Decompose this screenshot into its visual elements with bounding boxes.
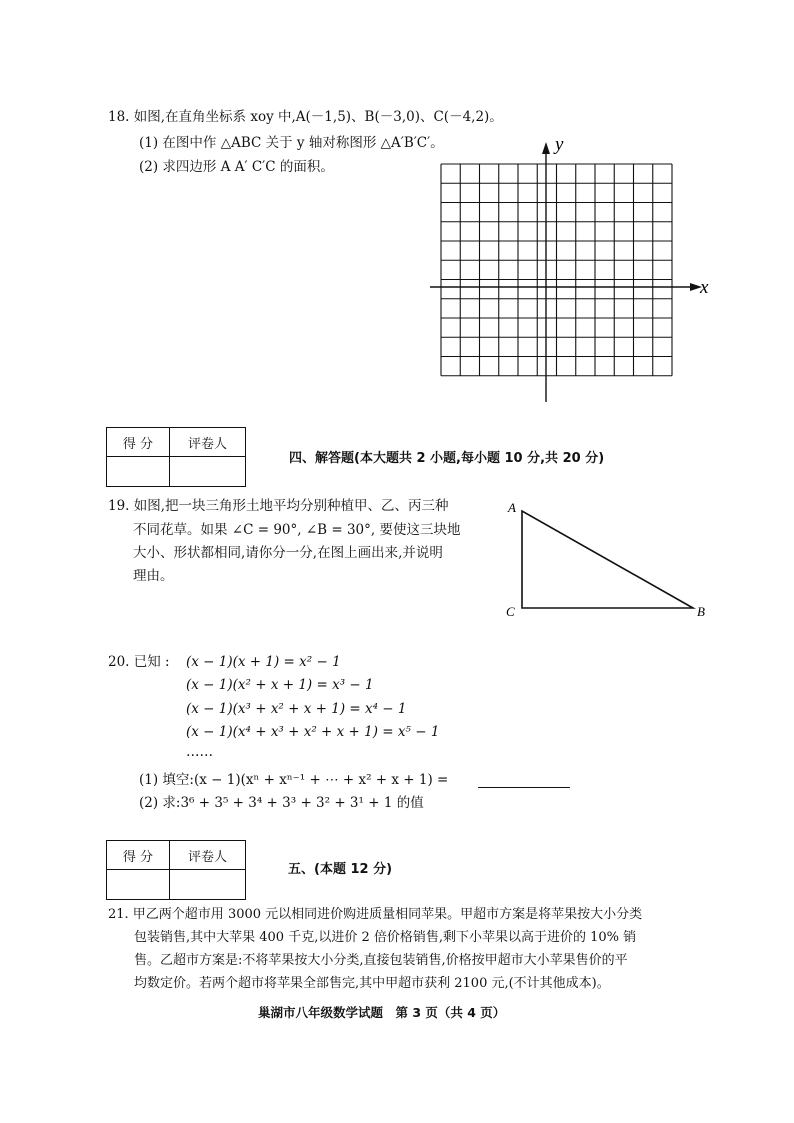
page-footer: 巢湖市八年级数学试题 第 3 页（共 4 页） (258, 1005, 506, 1020)
q20-eq2: (x − 1)(x² + x + 1) = x³ − 1 (186, 677, 374, 693)
q18-part1: (1) 在图中作 △ABC 关于 y 轴对称图形 △A′B′C′。 (139, 135, 444, 151)
q20-intro: 20. 已知 : (108, 654, 170, 670)
q19-line-4: 理由。 (133, 568, 174, 584)
q20-eq1: (x − 1)(x + 1) = x² − 1 (186, 654, 341, 670)
grader-label: 评卷人 (170, 428, 246, 457)
q19-line-3: 大小、形状都相同,请你分一分,在图上画出来,并说明 (133, 545, 443, 561)
section-5-title: 五、(本题 12 分) (288, 862, 393, 877)
q21-line-2: 包装销售,其中大苹果 400 千克,以进价 2 倍价格销售,剩下小苹果以高于进价的 10% 销 (134, 930, 637, 945)
q20-answer-blank[interactable] (478, 787, 570, 788)
q18-stem: 18. 如图,在直角坐标系 xoy 中,A(－1,5)、B(－3,0)、C(－4,2)。 (108, 109, 503, 125)
score-label: 得 分 (107, 841, 170, 870)
q21-line-4: 均数定价。若两个超市将苹果全部售完,其中甲超市获利 2100 元,(不计其他成本)。 (134, 976, 610, 991)
vertex-b-label: B (697, 604, 705, 619)
grader-label: 评卷人 (170, 841, 246, 870)
q20-dots: …… (186, 744, 213, 760)
section-4-title: 四、解答题(本大题共 2 小题,每小题 10 分,共 20 分) (289, 451, 605, 466)
x-axis-label: x (700, 277, 709, 298)
grader-field[interactable] (170, 870, 246, 900)
triangle-abc (522, 511, 693, 608)
q18-part2: (2) 求四边形 A A′ C′C 的面积。 (139, 159, 334, 175)
q19-line-2: 不同花草。如果 ∠C = 90°, ∠B = 30°, 要使这三块地 (133, 522, 461, 538)
vertex-c-label: C (506, 604, 515, 619)
q21-line-1: 21. 甲乙两个超市用 3000 元以相同进价购进质量相同苹果。甲超市方案是将苹果按大小分类 (108, 907, 643, 922)
q20-part1: (1) 填空:(x − 1)(xⁿ + xⁿ⁻¹ + ⋯ + x² + x + 1) = (139, 772, 449, 788)
score-box-2 (106, 840, 246, 900)
y-axis-label: y (555, 134, 564, 155)
q20-part2: (2) 求:3⁶ + 3⁵ + 3⁴ + 3³ + 3² + 3¹ + 1 的值 (139, 795, 424, 811)
q20-eq3: (x − 1)(x³ + x² + x + 1) = x⁴ − 1 (186, 701, 407, 717)
q19-line-1: 19. 如图,把一块三角形土地平均分别种植甲、乙、丙三种 (108, 498, 449, 514)
score-label: 得 分 (107, 428, 170, 457)
vertex-a-label: A (508, 500, 516, 515)
q21-line-3: 售。乙超市方案是:不将苹果按大小分类,直接包装销售,价格按甲超市大小苹果售价的平 (134, 953, 628, 968)
score-field[interactable] (107, 870, 170, 900)
q20-eq4: (x − 1)(x⁴ + x³ + x² + x + 1) = x⁵ − 1 (186, 724, 440, 740)
